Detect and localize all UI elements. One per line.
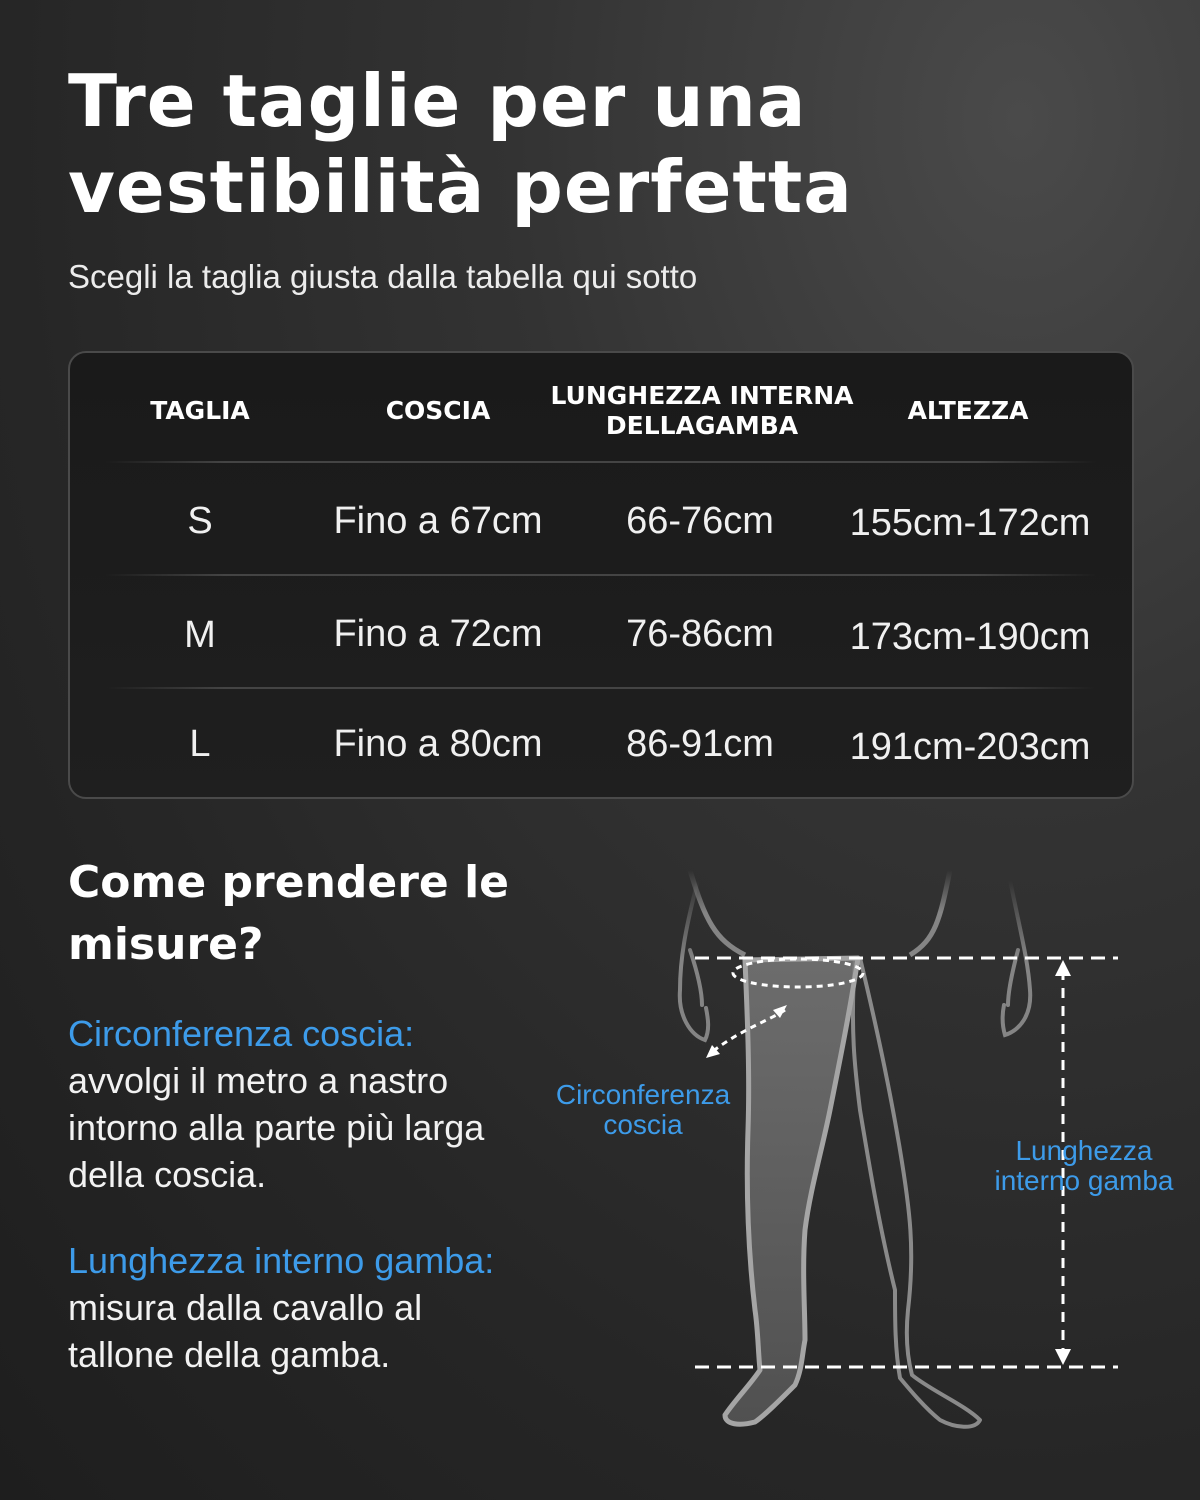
cell-height-s: 155cm-172cm [849, 502, 1091, 544]
thigh-heading: Circonferenza coscia: [68, 1013, 415, 1054]
header-lunghezza-line-2: DELLAGAMBA [605, 411, 799, 440]
inseam-diagram-label-line-2: interno gamba [994, 1165, 1174, 1196]
thigh-instructions [68, 1011, 548, 1198]
inseam-arrowhead-bottom [1055, 1349, 1071, 1365]
cell-size-s: S [187, 500, 213, 542]
thigh-diagram-label-line-1: Circonferenza [555, 1079, 731, 1110]
thigh-diagram-label [543, 1080, 743, 1140]
right-leg-outline [853, 958, 980, 1427]
torso-outline [690, 870, 950, 955]
cell-height-m: 173cm-190cm [849, 616, 1091, 658]
thigh-line-3: della coscia. [68, 1154, 267, 1195]
cell-inseam-s: 66-76cm [626, 500, 774, 542]
inseam-diagram-label-line-1: Lunghezza [1015, 1135, 1153, 1166]
thigh-line-1: avvolgi il metro a nastro [68, 1060, 449, 1101]
cell-inseam-l: 86-91cm [626, 723, 774, 765]
inseam-heading: Lunghezza interno gamba: [68, 1240, 495, 1281]
header-lunghezza [532, 381, 872, 441]
header-divider [106, 461, 1096, 463]
howto-title-line-2: misure? [68, 919, 264, 970]
cell-thigh-l: Fino a 80cm [333, 723, 543, 765]
cell-height-l: 191cm-203cm [849, 726, 1091, 768]
inseam-line-2: tallone della gamba. [68, 1334, 391, 1375]
inseam-instructions [68, 1238, 548, 1378]
inseam-diagram-label [978, 1136, 1190, 1196]
row-divider-2 [106, 687, 1096, 689]
howto-title-line-1: Come prendere le [68, 857, 510, 908]
cell-size-m: M [184, 614, 216, 656]
left-leg-highlight [725, 958, 858, 1424]
row-divider-1 [106, 574, 1096, 576]
cell-size-l: L [189, 723, 211, 765]
inseam-line-1: misura dalla cavallo al [68, 1287, 423, 1328]
thigh-pointer-arrowhead-2 [706, 1045, 720, 1058]
size-table [68, 351, 1134, 799]
header-altezza: ALTEZZA [907, 396, 1029, 425]
header-lunghezza-line-1: LUNGHEZZA INTERNA [550, 381, 854, 410]
inseam-arrowhead-top [1055, 960, 1071, 976]
page-subtitle: Scegli la taglia giusta dalla tabella qui sotto [68, 258, 698, 295]
title-line-2: vestibilità perfetta [68, 145, 853, 229]
cell-thigh-s: Fino a 67cm [333, 500, 543, 542]
howto-title [68, 852, 548, 976]
cell-inseam-m: 76-86cm [626, 613, 774, 655]
thigh-line-2: intorno alla parte più larga [68, 1107, 485, 1148]
header-taglia: TAGLIA [150, 396, 250, 425]
title-line-1: Tre taglie per una [68, 59, 807, 143]
thigh-diagram-label-line-2: coscia [603, 1109, 683, 1140]
cell-thigh-m: Fino a 72cm [333, 613, 543, 655]
header-coscia: COSCIA [385, 396, 491, 425]
page-title [68, 58, 1068, 230]
